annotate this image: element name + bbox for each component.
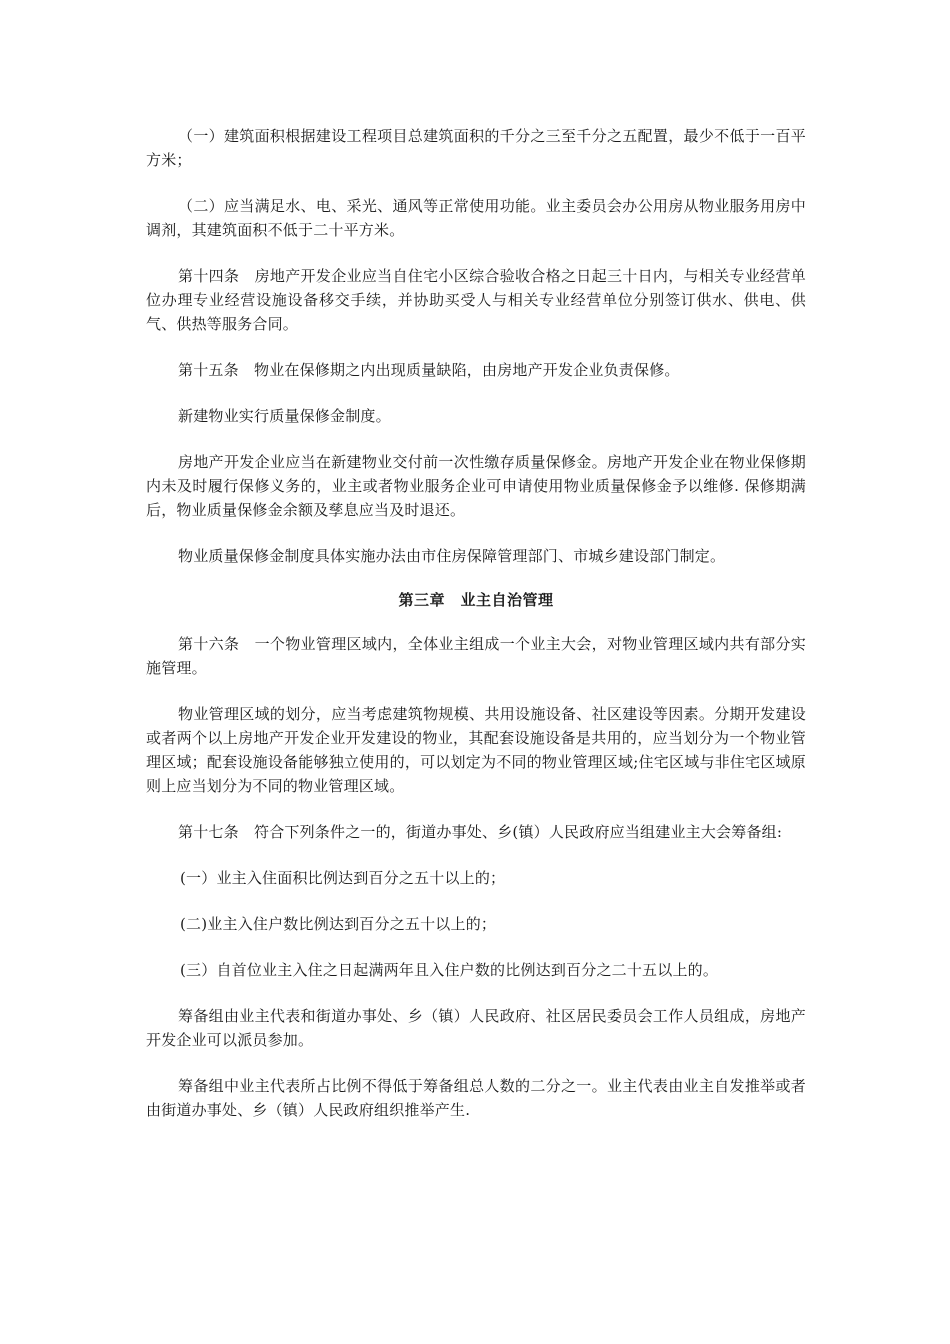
paragraph-article-16: 第十六条 一个物业管理区域内，全体业主组成一个业主大会，对物业管理区域内共有部分实施管理。 (146, 635, 806, 677)
paragraph-article-14: 第十四条 房地产开发企业应当自住宅小区综合验收合格之日起三十日内，与相关专业经营单位办理专业经营设施设备移交手续，并协助买受人与相关专业经营单位分别签订供水、供电、供气、供热等服务合同。 (146, 267, 806, 333)
list-item-condition-1: (一）业主入住面积比例达到百分之五十以上的； (180, 869, 506, 887)
paragraph-warranty-system: 新建物业实行质量保修金制度。 (178, 407, 391, 425)
list-item-condition-3: (三）自首位业主入住之日起满两年且入住户数的比例达到百分之二十五以上的。 (180, 961, 719, 979)
document-page (146, 124, 806, 1144)
paragraph-area-division: 物业管理区域的划分，应当考虑建筑物规模、共用设施设备、社区建设等因素。分期开发建设或者两个以上房地产开发企业开发建设的物业，其配套设施设备是共用的，应当划分为一个物业管理区域；配套设施设备能够独立使用的，可以划定为不同的物业管理区域;住宅区域与非住宅区域原则上应当划分为不同的物业管理区域。 (146, 705, 806, 795)
paragraph-area-config: （一）建筑面积根据建设工程项目总建筑面积的千分之三至千分之五配置，最少不低于一百平方米； (146, 127, 806, 169)
paragraph-owner-representatives: 筹备组中业主代表所占比例不得低于筹备组总人数的二分之一。业主代表由业主自发推举或者由街道办事处、乡（镇）人民政府组织推举产生. (146, 1077, 806, 1119)
paragraph-article-15: 第十五条 物业在保修期之内出现质量缺陷，由房地产开发企业负责保修。 (178, 361, 680, 379)
list-item-condition-2: (二)业主入住户数比例达到百分之五十以上的； (180, 915, 497, 933)
chapter-heading: 第三章 业主自治管理 (398, 591, 554, 609)
paragraph-function-requirement: （二）应当满足水、电、采光、通风等正常使用功能。业主委员会办公用房从物业服务用房中调剂，其建筑面积不低于二十平方米。 (146, 197, 806, 239)
paragraph-article-17: 第十七条 符合下列条件之一的，街道办事处、乡(镇）人民政府应当组建业主大会筹备组: (178, 823, 783, 841)
paragraph-warranty-deposit: 房地产开发企业应当在新建物业交付前一次性缴存质量保修金。房地产开发企业在物业保修期内未及时履行保修义务的，业主或者物业服务企业可申请使用物业质量保修金予以维修. 保修期满后，物业质量保修金余额及孳息应当及时退还。 (146, 453, 806, 519)
paragraph-warranty-rules: 物业质量保修金制度具体实施办法由市住房保障管理部门、市城乡建设部门制定。 (178, 547, 726, 565)
paragraph-committee-composition: 筹备组由业主代表和街道办事处、乡（镇）人民政府、社区居民委员会工作人员组成，房地产开发企业可以派员参加。 (146, 1007, 806, 1049)
